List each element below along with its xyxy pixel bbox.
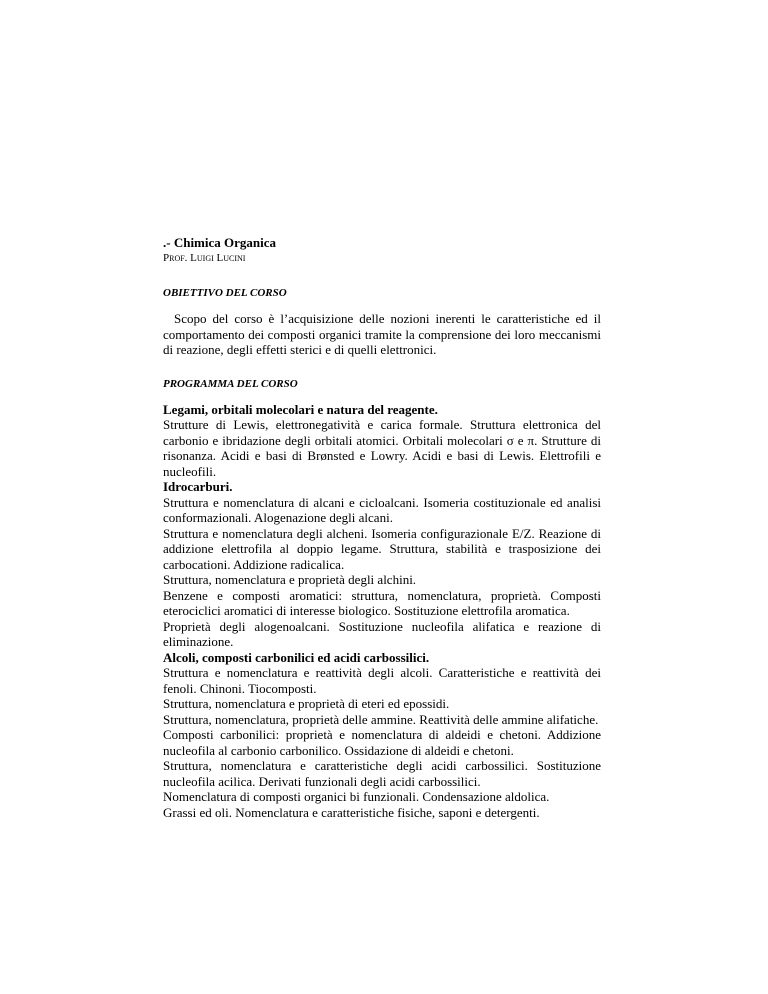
program-paragraph: Struttura, nomenclatura, proprietà delle ammine. Reattività delle ammine alifatiche. — [163, 711, 599, 727]
program-paragraph: Nomenclatura di composti organici bi funzionali. Condensazione aldolica. — [163, 789, 550, 804]
program-list — [163, 402, 601, 821]
program-paragraph: Grassi ed oli. Nomenclatura e caratteristiche fisiche, saponi e detergenti. — [163, 804, 540, 820]
program-paragraph: Composti carbonilici: proprietà e nomenclatura di aldeidi e chetoni. Addizione nucleofila al carbonio carbonilico. Ossidazione di aldeidi e chetoni. — [163, 727, 601, 758]
document-page — [163, 235, 601, 820]
professor-name: Prof. Luigi Lucini — [163, 252, 246, 264]
program-topic: Alcoli, composti carbonilici ed acidi carbossilici. — [163, 649, 430, 665]
program-paragraph: Benzene e composti aromatici: struttura, nomenclatura, proprietà. Composti eterociclici aromatici di interesse biologico. Sostituzione elettrofila aromatica. — [163, 587, 601, 618]
program-paragraph: Struttura, nomenclatura e proprietà di eteri ed epossidi. — [163, 696, 450, 711]
program-paragraph: Struttura, nomenclatura e caratteristiche degli acidi carbossilici. Sostituzione nucleofila acilica. Derivati funzionali degli acidi carbossilici. — [163, 758, 601, 789]
program-paragraph: Strutture di Lewis, elettronegatività e carica formale. Struttura elettronica del carbonio e ibridazione degli orbitali atomici. Orbitali molecolari σ e π. Strutture di risonanza. Acidi e basi di Brønsted e Lowry. Acidi e basi di Lewis. Elettrofili e nucleofili. — [163, 417, 601, 479]
program-paragraph: Struttura, nomenclatura e proprietà degli alchini. — [163, 572, 417, 587]
course-title: .- Chimica Organica — [163, 235, 277, 250]
program-topic: Idrocarburi. — [163, 479, 233, 494]
program-paragraph: Struttura e nomenclatura e reattività degli alcoli. Caratteristiche e reattività dei fenoli. Chinoni. Tiocomposti. — [163, 665, 601, 696]
program-topic: Legami, orbitali molecolari e natura del reagente. — [163, 401, 438, 417]
objective-heading: OBIETTIVO DEL CORSO — [163, 287, 287, 299]
program-paragraph: Proprietà degli alogenoalcani. Sostituzione nucleofila alifatica e reazione di eliminazione. — [163, 618, 601, 649]
program-heading: PROGRAMMA DEL CORSO — [163, 377, 298, 390]
program-paragraph: Struttura e nomenclatura di alcani e cicloalcani. Isomeria costituzionale ed analisi conformazionali. Alogenazione degli alcani. — [163, 494, 601, 525]
program-paragraph: Struttura e nomenclatura degli alcheni. Isomeria configurazionale E/Z. Reazione di addizione elettrofila al doppio legame. Struttura, stabilità e trasposizione dei carbocationi. Addizione radicalica. — [163, 525, 601, 572]
objective-text: Scopo del corso è l’acquisizione delle nozioni inerenti le caratteristiche ed il comportamento dei composti organici tramite la comprensione dei loro meccanismi di reazione, degli effetti sterici e di quelli elettronici. — [163, 311, 601, 357]
